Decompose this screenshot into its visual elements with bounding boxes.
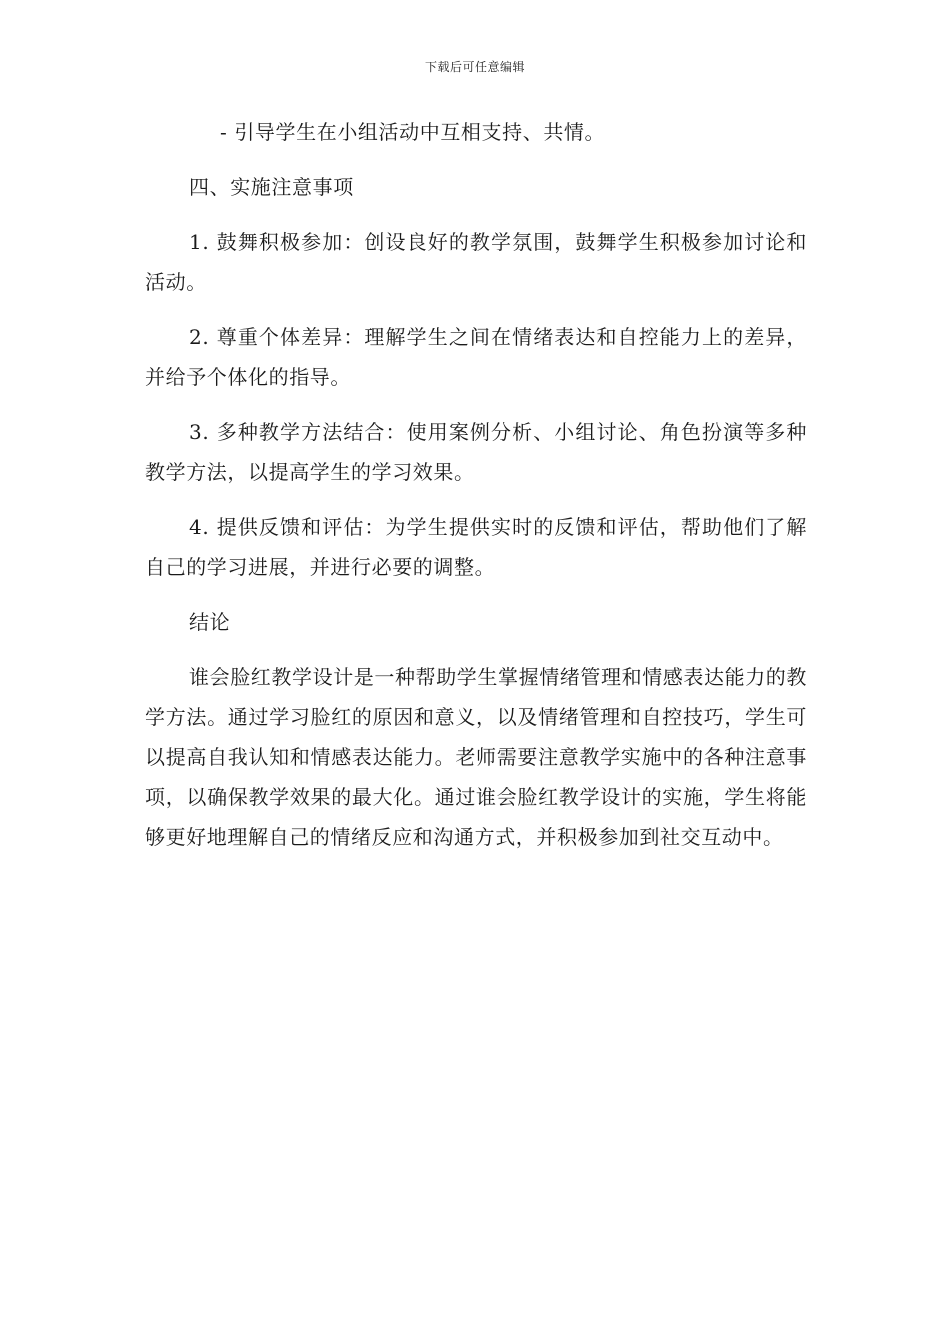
bullet-paragraph: - 引导学生在小组活动中互相支持、共情。 [220, 120, 606, 144]
list-item: 3. 多种教学方法结合：使用案例分析、小组讨论、角色扮演等多种教学方法，以提高学生的学习效果。 [145, 420, 807, 484]
section-heading: 四、实施注意事项 [189, 175, 354, 199]
conclusion-paragraph: 谁会脸红教学设计是一种帮助学生掌握情绪管理和情感表达能力的教学方法。通过学习脸红的原因和意义，以及情绪管理和自控技巧，学生可以提高自我认知和情感表达能力。老师需要注意教学实施中的各种注意事项，以确保教学效果的最大化。通过谁会脸红教学设计的实施，学生将能够更好地理解自己的情绪反应和沟通方式，并积极参加到社交互动中。 [145, 665, 807, 849]
list-item: 4. 提供反馈和评估：为学生提供实时的反馈和评估，帮助他们了解自己的学习进展，并进行必要的调整。 [145, 515, 807, 579]
list-item: 2. 尊重个体差异：理解学生之间在情绪表达和自控能力上的差异，并给予个体化的指导。 [145, 325, 807, 389]
page-header: 下载后可任意编辑 [424, 60, 525, 74]
document-body [145, 112, 807, 872]
list-item: 1. 鼓舞积极参加：创设良好的教学氛围，鼓舞学生积极参加讨论和活动。 [145, 230, 807, 294]
conclusion-heading: 结论 [189, 610, 231, 634]
